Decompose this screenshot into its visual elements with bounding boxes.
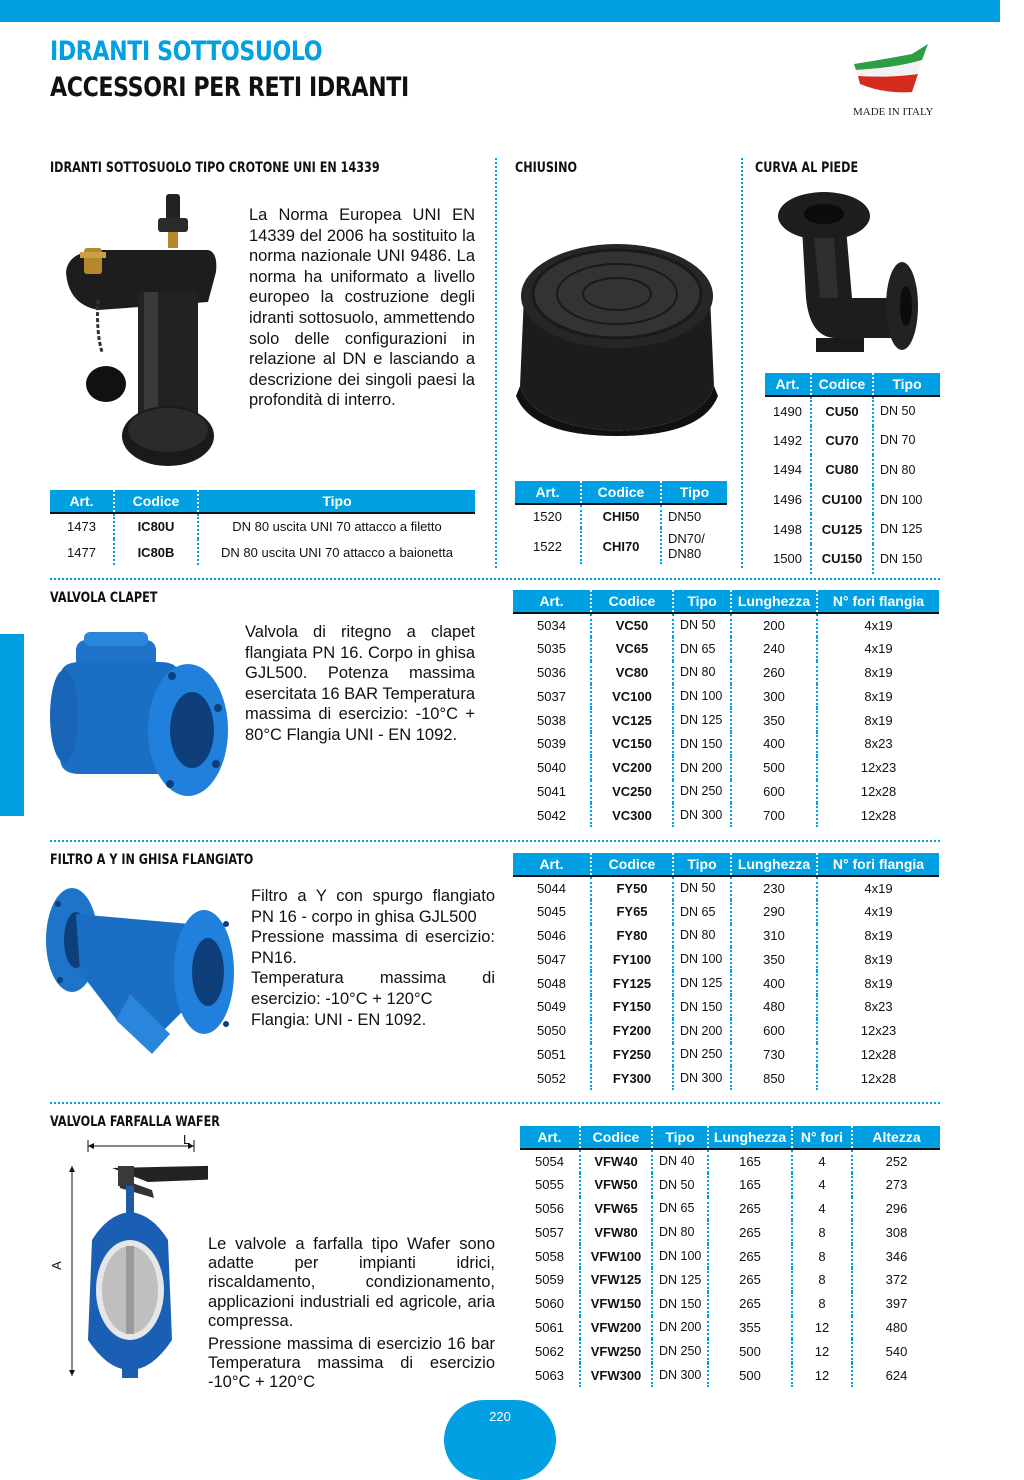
table-cell: FY125 bbox=[591, 971, 673, 995]
table-cell: 5041 bbox=[537, 783, 566, 799]
table-cell: DN 300 bbox=[673, 803, 731, 827]
table-cell: VFW100 bbox=[580, 1244, 652, 1268]
filtro-table bbox=[513, 853, 939, 1090]
table-row bbox=[513, 803, 939, 827]
table-cell: FY250 bbox=[591, 1043, 673, 1067]
table-cell: VFW250 bbox=[580, 1339, 652, 1363]
table-cell: 12 bbox=[792, 1363, 852, 1387]
table-cell: FY50 bbox=[591, 876, 673, 900]
table-cell: 5035 bbox=[537, 641, 566, 657]
table-cell: DN 150 bbox=[673, 995, 731, 1019]
table-cell: 850 bbox=[731, 1066, 817, 1090]
section-title-idranti: IDRANTI SOTTOSUOLO TIPO CROTONE UNI EN 14339 bbox=[50, 160, 380, 176]
table-row bbox=[765, 514, 940, 544]
table-row bbox=[520, 1292, 940, 1316]
table-cell: DN 50 bbox=[673, 876, 731, 900]
col-header-codice: Codice bbox=[591, 853, 673, 876]
table-cell: DN 70 bbox=[873, 426, 940, 456]
table-row bbox=[520, 1197, 940, 1221]
table-cell: 372 bbox=[852, 1268, 940, 1292]
page-subtitle: ACCESSORI PER RETI IDRANTI bbox=[50, 72, 409, 103]
table-cell: 12 bbox=[792, 1316, 852, 1340]
table-cell: 4x19 bbox=[817, 876, 939, 900]
table-cell: FY100 bbox=[591, 947, 673, 971]
table-cell: 12x28 bbox=[817, 780, 939, 804]
col-header-tipo: Tipo bbox=[661, 481, 727, 504]
col-header-fori: N° fori flangia bbox=[817, 853, 939, 876]
table-cell: 1496 bbox=[773, 492, 802, 508]
table-cell: DN 300 bbox=[673, 1066, 731, 1090]
table-cell: 600 bbox=[731, 1019, 817, 1043]
table-cell: VFW300 bbox=[580, 1363, 652, 1387]
table-cell: 5050 bbox=[537, 1023, 566, 1039]
farfalla-valve-image bbox=[48, 1130, 208, 1390]
table-cell: 5047 bbox=[537, 951, 566, 967]
table-cell: 500 bbox=[731, 756, 817, 780]
table-cell: DN 300 bbox=[652, 1363, 708, 1387]
table-cell: 600 bbox=[731, 780, 817, 804]
table-cell: 350 bbox=[731, 708, 817, 732]
table-cell: 5038 bbox=[537, 712, 566, 728]
table-cell: 8x19 bbox=[817, 971, 939, 995]
table-cell: 290 bbox=[731, 900, 817, 924]
table-cell: 5059 bbox=[535, 1272, 564, 1288]
section-title-farfalla: VALVOLA FARFALLA WAFER bbox=[50, 1114, 220, 1130]
italian-flag-logo bbox=[850, 40, 940, 100]
table-row bbox=[513, 613, 939, 637]
table-cell: 273 bbox=[852, 1173, 940, 1197]
col-header-codice: Codice bbox=[591, 590, 673, 613]
table-cell: VFW125 bbox=[580, 1268, 652, 1292]
dimension-label-a: A bbox=[48, 1261, 64, 1270]
table-row bbox=[513, 637, 939, 661]
col-header-tipo: Tipo bbox=[652, 1126, 708, 1149]
table-row bbox=[520, 1268, 940, 1292]
table-cell: 540 bbox=[852, 1339, 940, 1363]
table-cell: 310 bbox=[731, 924, 817, 948]
table-cell: 240 bbox=[731, 637, 817, 661]
col-header-art: Art. bbox=[765, 373, 811, 396]
table-cell: CU70 bbox=[811, 426, 873, 456]
table-cell: 5039 bbox=[537, 736, 566, 752]
table-cell: 730 bbox=[731, 1043, 817, 1067]
table-cell: 5056 bbox=[535, 1200, 564, 1216]
section-divider bbox=[50, 840, 940, 842]
table-cell: 8x19 bbox=[817, 708, 939, 732]
col-header-codice: Codice bbox=[114, 490, 198, 513]
table-row bbox=[765, 396, 940, 426]
top-accent-bar bbox=[0, 0, 1000, 22]
curva-table bbox=[765, 373, 940, 574]
col-header-art: Art. bbox=[520, 1126, 580, 1149]
table-cell: 400 bbox=[731, 732, 817, 756]
table-row bbox=[50, 513, 475, 539]
table-cell: DN 65 bbox=[673, 637, 731, 661]
table-row bbox=[513, 995, 939, 1019]
section-title-clapet: VALVOLA CLAPET bbox=[50, 590, 158, 606]
table-row bbox=[765, 544, 940, 574]
table-cell: 5049 bbox=[537, 999, 566, 1015]
cell-art: 1477 bbox=[67, 544, 96, 560]
table-cell: 265 bbox=[708, 1220, 792, 1244]
table-cell: DN 50 bbox=[652, 1173, 708, 1197]
table-cell: VC125 bbox=[591, 708, 673, 732]
filtro-description bbox=[251, 886, 495, 1030]
table-cell: DN 200 bbox=[673, 1019, 731, 1043]
table-row bbox=[513, 732, 939, 756]
table-cell: FY150 bbox=[591, 995, 673, 1019]
table-cell: 5054 bbox=[535, 1153, 564, 1169]
table-row bbox=[513, 684, 939, 708]
table-cell: VFW40 bbox=[580, 1149, 652, 1173]
table-cell: 4x19 bbox=[817, 900, 939, 924]
idranti-description: La Norma Europea UNI EN 14339 del 2006 ha sostituito la norma nazionale UNI 9486. La norma ha uniformato a livello europeo la costruzione degli idranti sottosuolo, ammettendo solo delle configurazioni in relazione al DN e lasciando a descrizione dei singoli paesi la profondità di interro. bbox=[249, 206, 475, 410]
table-cell: 165 bbox=[708, 1173, 792, 1197]
table-cell: 265 bbox=[708, 1268, 792, 1292]
table-cell: CU80 bbox=[811, 455, 873, 485]
table-row bbox=[520, 1363, 940, 1387]
table-cell: 8x19 bbox=[817, 684, 939, 708]
col-header-tipo: Tipo bbox=[198, 490, 475, 513]
table-cell: 5062 bbox=[535, 1343, 564, 1359]
cell-art: 1520 bbox=[533, 509, 562, 524]
col-header-tipo: Tipo bbox=[673, 590, 731, 613]
col-header-lunghezza: Lunghezza bbox=[708, 1126, 792, 1149]
table-row bbox=[520, 1339, 940, 1363]
table-cell: CU150 bbox=[811, 544, 873, 574]
table-cell: 397 bbox=[852, 1292, 940, 1316]
table-row bbox=[513, 756, 939, 780]
table-cell: DN 200 bbox=[652, 1316, 708, 1340]
col-header-altezza: Altezza bbox=[852, 1126, 940, 1149]
table-row bbox=[513, 661, 939, 685]
table-cell: 4x19 bbox=[817, 613, 939, 637]
table-cell: VC150 bbox=[591, 732, 673, 756]
table-header-row bbox=[765, 373, 940, 396]
table-cell: VFW80 bbox=[580, 1220, 652, 1244]
table-cell: 260 bbox=[731, 661, 817, 685]
table-row bbox=[513, 1043, 939, 1067]
table-cell: DN 65 bbox=[673, 900, 731, 924]
table-cell: DN 150 bbox=[652, 1292, 708, 1316]
table-cell: DN 80 bbox=[673, 924, 731, 948]
table-row bbox=[765, 455, 940, 485]
cell-codice: IC80U bbox=[114, 513, 198, 539]
table-cell: 400 bbox=[731, 971, 817, 995]
section-divider bbox=[50, 1102, 940, 1104]
farfalla-desc-p2: Pressione massima di esercizio 16 bar Temperatura massima di esercizio -10°C + 120°C bbox=[208, 1335, 495, 1392]
table-cell: DN 125 bbox=[873, 514, 940, 544]
table-cell: 700 bbox=[731, 803, 817, 827]
table-cell: 5060 bbox=[535, 1296, 564, 1312]
table-cell: DN 150 bbox=[673, 732, 731, 756]
hydrant-image bbox=[58, 192, 228, 470]
table-cell: DN 100 bbox=[673, 684, 731, 708]
table-cell: CU50 bbox=[811, 396, 873, 426]
table-cell: DN 50 bbox=[673, 613, 731, 637]
table-cell: DN 250 bbox=[652, 1339, 708, 1363]
table-row bbox=[513, 1019, 939, 1043]
table-row bbox=[520, 1316, 940, 1340]
table-cell: VC100 bbox=[591, 684, 673, 708]
side-tab-marker bbox=[0, 634, 24, 816]
table-cell: VFW150 bbox=[580, 1292, 652, 1316]
table-header-row bbox=[515, 481, 727, 504]
section-title-curva: CURVA AL PIEDE bbox=[755, 160, 859, 176]
table-cell: 265 bbox=[708, 1197, 792, 1221]
table-cell: 5055 bbox=[535, 1177, 564, 1193]
table-cell: DN 125 bbox=[673, 708, 731, 732]
table-cell: 500 bbox=[708, 1339, 792, 1363]
table-cell: 300 bbox=[731, 684, 817, 708]
page-number: 220 bbox=[444, 1400, 556, 1480]
table-cell: 8x19 bbox=[817, 947, 939, 971]
table-cell: 12x23 bbox=[817, 1019, 939, 1043]
column-divider bbox=[741, 158, 743, 568]
table-header-row bbox=[513, 853, 939, 876]
table-row bbox=[513, 708, 939, 732]
table-cell: FY200 bbox=[591, 1019, 673, 1043]
table-cell: DN 250 bbox=[673, 780, 731, 804]
table-row bbox=[520, 1173, 940, 1197]
table-header-row bbox=[513, 590, 939, 613]
table-cell: 4x19 bbox=[817, 637, 939, 661]
table-cell: VC80 bbox=[591, 661, 673, 685]
table-cell: 8 bbox=[792, 1220, 852, 1244]
table-header-row bbox=[520, 1126, 940, 1149]
table-cell: 12x28 bbox=[817, 1066, 939, 1090]
table-cell: 5040 bbox=[537, 760, 566, 776]
table-cell: DN 65 bbox=[652, 1197, 708, 1221]
cell-tipo: DN70/ DN80 bbox=[661, 528, 727, 564]
col-header-codice: Codice bbox=[581, 481, 661, 504]
table-cell: 230 bbox=[731, 876, 817, 900]
cell-codice: CHI50 bbox=[581, 504, 661, 528]
col-header-art: Art. bbox=[515, 481, 581, 504]
table-cell: 5042 bbox=[537, 807, 566, 823]
table-cell: 8x23 bbox=[817, 732, 939, 756]
column-divider bbox=[495, 158, 497, 568]
cell-art: 1522 bbox=[533, 538, 562, 554]
table-row bbox=[520, 1220, 940, 1244]
table-cell: 12x28 bbox=[817, 1043, 939, 1067]
table-cell: 624 bbox=[852, 1363, 940, 1387]
table-cell: 200 bbox=[731, 613, 817, 637]
col-header-codice: Codice bbox=[580, 1126, 652, 1149]
table-row bbox=[765, 426, 940, 456]
col-header-codice: Codice bbox=[811, 373, 873, 396]
table-cell: 8 bbox=[792, 1268, 852, 1292]
table-cell: 500 bbox=[708, 1363, 792, 1387]
col-header-fori: N° fori bbox=[792, 1126, 852, 1149]
cell-tipo: DN 80 uscita UNI 70 attacco a baionetta bbox=[198, 539, 475, 565]
table-cell: 5057 bbox=[535, 1224, 564, 1240]
cell-tipo: DN 80 uscita UNI 70 attacco a filetto bbox=[198, 513, 475, 539]
filtro-y-image bbox=[40, 884, 240, 1060]
col-header-tipo: Tipo bbox=[873, 373, 940, 396]
table-cell: FY300 bbox=[591, 1066, 673, 1090]
table-cell: VC50 bbox=[591, 613, 673, 637]
table-cell: DN 80 bbox=[673, 661, 731, 685]
table-cell: 1492 bbox=[773, 432, 802, 448]
filtro-desc-line: Pressione massima di esercizio: PN16. bbox=[251, 928, 495, 967]
clapet-valve-image bbox=[40, 618, 230, 808]
table-cell: DN 200 bbox=[673, 756, 731, 780]
table-cell: DN 40 bbox=[652, 1149, 708, 1173]
table-cell: VFW50 bbox=[580, 1173, 652, 1197]
page-title: IDRANTI SOTTOSUOLO bbox=[50, 36, 323, 67]
table-cell: 5063 bbox=[535, 1367, 564, 1383]
table-cell: CU125 bbox=[811, 514, 873, 544]
col-header-tipo: Tipo bbox=[673, 853, 731, 876]
table-cell: 1490 bbox=[773, 403, 802, 419]
table-row bbox=[513, 971, 939, 995]
table-cell: 5048 bbox=[537, 975, 566, 991]
table-row bbox=[520, 1149, 940, 1173]
table-cell: 5051 bbox=[537, 1046, 566, 1062]
table-row bbox=[515, 528, 727, 564]
table-row bbox=[765, 485, 940, 515]
col-header-fori: N° fori flangia bbox=[817, 590, 939, 613]
table-cell: DN 100 bbox=[873, 485, 940, 515]
table-cell: 296 bbox=[852, 1197, 940, 1221]
table-cell: DN 80 bbox=[873, 455, 940, 485]
table-row bbox=[513, 900, 939, 924]
table-header-row bbox=[50, 490, 475, 513]
table-cell: 8x23 bbox=[817, 995, 939, 1019]
table-cell: DN 100 bbox=[652, 1244, 708, 1268]
clapet-description: Valvola di ritegno a clapet flangiata PN 16. Corpo in ghisa GJL500. Potenza massima esercitata 16 BAR Temperatura massima di esercizio: -10°C + 80°C Flangia UNI - EN 1092. bbox=[245, 623, 475, 744]
table-cell: VFW65 bbox=[580, 1197, 652, 1221]
table-row bbox=[520, 1244, 940, 1268]
table-row bbox=[513, 780, 939, 804]
table-cell: 5058 bbox=[535, 1248, 564, 1264]
table-cell: 8 bbox=[792, 1244, 852, 1268]
dimension-label-l: L bbox=[183, 1132, 191, 1147]
table-cell: DN 100 bbox=[673, 947, 731, 971]
table-cell: VC200 bbox=[591, 756, 673, 780]
cell-tipo: DN50 bbox=[661, 504, 727, 528]
table-cell: 8x19 bbox=[817, 661, 939, 685]
table-cell: 265 bbox=[708, 1292, 792, 1316]
table-cell: 346 bbox=[852, 1244, 940, 1268]
table-cell: DN 50 bbox=[873, 396, 940, 426]
table-cell: 350 bbox=[731, 947, 817, 971]
section-title-chiusino: CHIUSINO bbox=[515, 160, 577, 176]
table-cell: VC250 bbox=[591, 780, 673, 804]
cell-codice: IC80B bbox=[114, 539, 198, 565]
table-cell: 5044 bbox=[537, 880, 566, 896]
table-cell: VC300 bbox=[591, 803, 673, 827]
table-cell: 1498 bbox=[773, 521, 802, 537]
col-header-art: Art. bbox=[513, 853, 591, 876]
col-header-lunghezza: Lunghezza bbox=[731, 590, 817, 613]
table-cell: 8 bbox=[792, 1292, 852, 1316]
table-cell: 355 bbox=[708, 1316, 792, 1340]
table-cell: 265 bbox=[708, 1244, 792, 1268]
table-cell: 5034 bbox=[537, 617, 566, 633]
table-cell: 5046 bbox=[537, 927, 566, 943]
table-cell: 5061 bbox=[535, 1319, 564, 1335]
table-cell: 308 bbox=[852, 1220, 940, 1244]
filtro-desc-line: Temperatura massima di esercizio: -10°C + 120°C bbox=[251, 969, 495, 1008]
filtro-desc-line: Filtro a Y con spurgo flangiato PN 16 - corpo in ghisa GJL500 bbox=[251, 887, 495, 926]
chiusino-table bbox=[515, 481, 727, 564]
table-cell: 5036 bbox=[537, 664, 566, 680]
table-cell: 480 bbox=[852, 1316, 940, 1340]
table-row bbox=[50, 539, 475, 565]
table-cell: 12 bbox=[792, 1339, 852, 1363]
table-cell: 5045 bbox=[537, 904, 566, 920]
table-cell: FY65 bbox=[591, 900, 673, 924]
idranti-table bbox=[50, 490, 475, 565]
table-row bbox=[513, 947, 939, 971]
table-cell: 5052 bbox=[537, 1070, 566, 1086]
table-row bbox=[513, 924, 939, 948]
table-cell: 4 bbox=[792, 1173, 852, 1197]
col-header-art: Art. bbox=[513, 590, 591, 613]
table-row bbox=[513, 1066, 939, 1090]
col-header-lunghezza: Lunghezza bbox=[731, 853, 817, 876]
section-title-filtro: FILTRO A Y IN GHISA FLANGIATO bbox=[50, 852, 254, 868]
table-cell: 1500 bbox=[773, 551, 802, 567]
table-cell: CU100 bbox=[811, 485, 873, 515]
table-cell: 165 bbox=[708, 1149, 792, 1173]
table-cell: 5037 bbox=[537, 688, 566, 704]
table-cell: DN 125 bbox=[673, 971, 731, 995]
table-cell: 4 bbox=[792, 1197, 852, 1221]
table-cell: 12x28 bbox=[817, 803, 939, 827]
filtro-desc-line: Flangia: UNI - EN 1092. bbox=[251, 1010, 427, 1029]
table-cell: VC65 bbox=[591, 637, 673, 661]
table-cell: 1494 bbox=[773, 462, 802, 478]
table-cell: 252 bbox=[852, 1149, 940, 1173]
table-cell: DN 250 bbox=[673, 1043, 731, 1067]
table-cell: 12x23 bbox=[817, 756, 939, 780]
table-row bbox=[513, 876, 939, 900]
section-divider bbox=[50, 578, 940, 580]
col-header-art: Art. bbox=[50, 490, 114, 513]
made-in-italy-label: MADE IN ITALY bbox=[853, 106, 934, 118]
table-cell: 4 bbox=[792, 1149, 852, 1173]
table-cell: DN 150 bbox=[873, 544, 940, 574]
table-cell: VFW200 bbox=[580, 1316, 652, 1340]
table-cell: DN 125 bbox=[652, 1268, 708, 1292]
curva-image bbox=[776, 188, 926, 360]
table-cell: FY80 bbox=[591, 924, 673, 948]
table-cell: 480 bbox=[731, 995, 817, 1019]
cell-codice: CHI70 bbox=[581, 528, 661, 564]
table-cell: DN 80 bbox=[652, 1220, 708, 1244]
chiusino-image bbox=[512, 236, 722, 436]
clapet-table bbox=[513, 590, 939, 827]
farfalla-table bbox=[520, 1126, 940, 1387]
farfalla-desc-p1: Le valvole a farfalla tipo Wafer sono adatte per impianti idrici, riscaldamento, condizionamento, applicazioni industriali ed agricole, aria compressa. bbox=[208, 1235, 495, 1330]
cell-art: 1473 bbox=[67, 519, 96, 534]
table-cell: 8x19 bbox=[817, 924, 939, 948]
table-row bbox=[515, 504, 727, 528]
farfalla-description bbox=[208, 1235, 495, 1393]
